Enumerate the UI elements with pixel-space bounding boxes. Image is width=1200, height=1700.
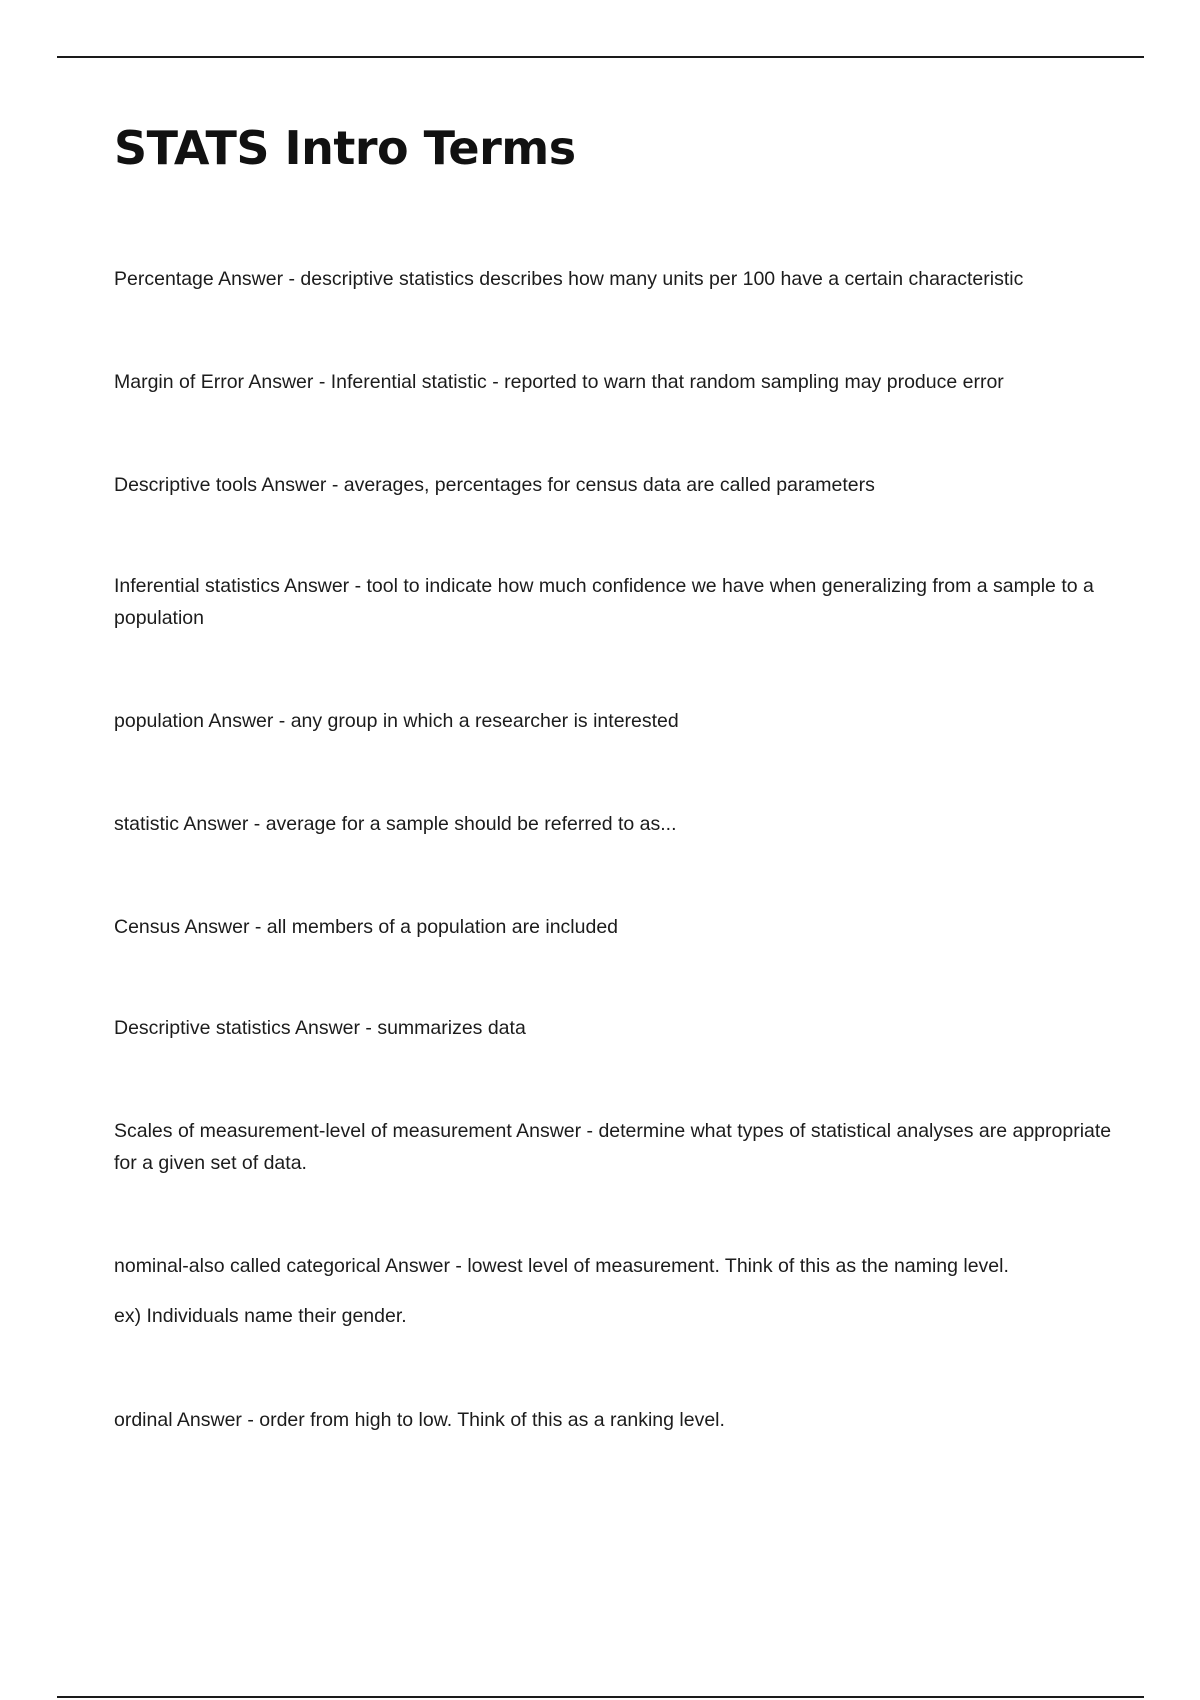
term-entry-population	[114, 705, 1114, 737]
term-text: Inferential statistics Answer - tool to indicate how much confidence we have when generalizing from a sample to a population	[114, 575, 1094, 629]
term-entry-census	[114, 911, 1114, 943]
term-text: Margin of Error Answer - Inferential statistic - reported to warn that random sampling may produce error	[114, 371, 1004, 393]
term-text: statistic Answer - average for a sample should be referred to as...	[114, 813, 677, 835]
term-text: population Answer - any group in which a researcher is interested	[114, 710, 679, 732]
term-entry-percentage	[114, 263, 1114, 295]
term-example: ex) Individuals name their gender.	[114, 1305, 407, 1327]
term-text: ordinal Answer - order from high to low. Think of this as a ranking level.	[114, 1409, 725, 1431]
term-text: Percentage Answer - descriptive statistics describes how many units per 100 have a certain characteristic	[114, 268, 1024, 290]
term-entry-ordinal	[114, 1404, 1114, 1436]
term-entry-descriptive-tools	[114, 469, 1114, 501]
term-text: Descriptive tools Answer - averages, percentages for census data are called parameters	[114, 474, 875, 496]
term-entry-descriptive-statistics	[114, 1012, 1114, 1044]
term-entry-statistic	[114, 808, 1114, 840]
term-entry-nominal	[114, 1250, 1114, 1332]
term-text: Scales of measurement-level of measurement Answer - determine what types of statistical analyses are appropriate for a given set of data.	[114, 1120, 1112, 1174]
term-text: Census Answer - all members of a population are included	[114, 916, 619, 938]
page-title: STATS Intro Terms	[114, 121, 576, 175]
term-entry-inferential-statistics	[114, 570, 1114, 634]
term-entry-margin-of-error	[114, 366, 1114, 398]
term-entry-scales-of-measurement	[114, 1115, 1114, 1179]
term-text: Descriptive statistics Answer - summarizes data	[114, 1017, 526, 1039]
term-text: nominal-also called categorical Answer - lowest level of measurement. Think of this as the naming level.	[114, 1255, 1009, 1277]
bottom-divider	[57, 1696, 1144, 1698]
top-divider	[57, 56, 1144, 58]
